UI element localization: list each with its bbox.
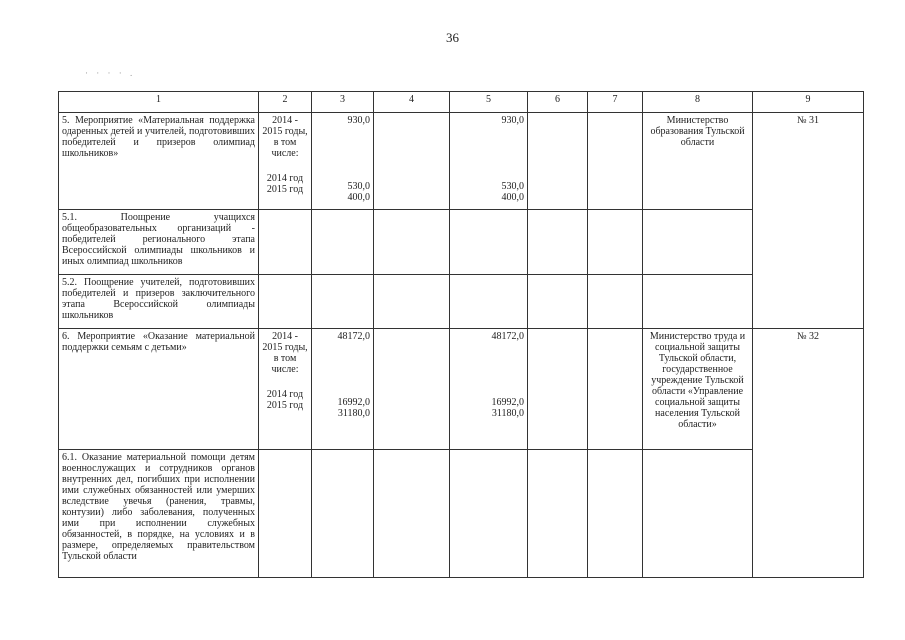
row-5-2-col-2 — [259, 275, 312, 329]
row-6-col-3 — [312, 329, 374, 450]
row-5-description: 5. Мероприятие «Материальная поддержка одаренных детей и учителей, подготовивших победителей и призеров олимпиад школьников» — [59, 113, 259, 210]
row-6-1-col-2 — [259, 450, 312, 578]
row-6-description: 6. Мероприятие «Оказание материальной поддержки семьям с детьми» — [59, 329, 259, 450]
row-5-1-col-8 — [643, 210, 753, 275]
row-6-col-7 — [588, 329, 643, 450]
row-6-period-main: 2014 - 2015 годы, в том числе: — [262, 331, 308, 375]
row-5-year-1: 2014 год — [266, 173, 304, 184]
row-6-col-5-y2: 31180,0 — [491, 408, 524, 419]
header-col-2: 2 — [259, 92, 312, 113]
row-5-col-3-y1: 530,0 — [347, 181, 370, 192]
row-5-col-5-total: 930,0 — [501, 115, 524, 126]
row-5-col-3-y2: 400,0 — [347, 192, 370, 203]
table-row-5 — [59, 113, 864, 210]
row-6-1-col-3 — [312, 450, 374, 578]
row-6-executor: Министерство труда и социальной защиты Тульской области, государственное учреждение Тульской области «Управление социальной защиты населения Тульской области» — [643, 329, 753, 450]
row-5-col-5-y2: 400,0 — [501, 192, 524, 203]
row-5-2-description: 5.2. Поощрение учителей, подготовивших победителей и призеров заключительного этапа Всероссийской олимпиады школьников — [59, 275, 259, 329]
row-5-2-col-6 — [528, 275, 588, 329]
row-5-1-col-5 — [450, 210, 528, 275]
header-col-6: 6 — [528, 92, 588, 113]
row-6-1-col-5 — [450, 450, 528, 578]
row-5-1-description: 5.1. Поощрение учащихся общеобразовательных организаций - победителей регионального этапа Всероссийской олимпиады школьников и иных олимпиад школьников — [59, 210, 259, 275]
row-5-1-col-6 — [528, 210, 588, 275]
row-6-year-2: 2015 год — [266, 400, 304, 411]
row-5-2-col-4 — [374, 275, 450, 329]
row-6-1-col-6 — [528, 450, 588, 578]
row-6-col-5-y1: 16992,0 — [491, 397, 524, 408]
row-6-col-3-total: 48172,0 — [337, 331, 370, 342]
table-row-6 — [59, 329, 864, 450]
row-6-col-5 — [450, 329, 528, 450]
row-6-col-3-y2: 31180,0 — [337, 408, 370, 419]
row-5-ref: № 31 — [753, 113, 864, 329]
header-row — [59, 92, 864, 113]
table-row-5-1 — [59, 210, 864, 275]
row-6-col-6 — [528, 329, 588, 450]
row-5-1-col-4 — [374, 210, 450, 275]
scan-artifact: · · · · . — [85, 68, 136, 78]
row-6-period — [259, 329, 312, 450]
table-row-5-2 — [59, 275, 864, 329]
row-5-col-6 — [528, 113, 588, 210]
row-6-1-col-4 — [374, 450, 450, 578]
row-5-1-col-3 — [312, 210, 374, 275]
row-5-col-5-y1: 530,0 — [501, 181, 524, 192]
row-6-1-col-8 — [643, 450, 753, 578]
row-5-2-col-8 — [643, 275, 753, 329]
row-6-ref: № 32 — [753, 329, 864, 578]
row-5-1-col-7 — [588, 210, 643, 275]
row-5-col-7 — [588, 113, 643, 210]
header-col-5: 5 — [450, 92, 528, 113]
row-5-col-4 — [374, 113, 450, 210]
row-5-year-2: 2015 год — [266, 184, 304, 195]
row-5-2-col-3 — [312, 275, 374, 329]
header-col-1: 1 — [59, 92, 259, 113]
row-5-col-5 — [450, 113, 528, 210]
row-5-period-main: 2014 - 2015 годы, в том числе: — [262, 115, 308, 159]
row-5-col-3 — [312, 113, 374, 210]
header-col-8: 8 — [643, 92, 753, 113]
row-6-year-1: 2014 год — [266, 389, 304, 400]
row-6-1-col-7 — [588, 450, 643, 578]
row-6-1-description: 6.1. Оказание материальной помощи детям военнослужащих и сотрудников органов внутренних дел, погибших при исполнении ими служебных обязанностей или умерших вследствие увечья (ранения, травмы, контузии) либо заболевания, полученных ими при исполнении служебных обязанностей, в порядке, на условиях и в размере, определяемых правительством Тульской области — [59, 450, 259, 578]
row-5-2-col-5 — [450, 275, 528, 329]
row-5-2-col-7 — [588, 275, 643, 329]
header-col-3: 3 — [312, 92, 374, 113]
program-table — [58, 91, 864, 578]
row-6-col-3-y1: 16992,0 — [337, 397, 370, 408]
table-row-6-1 — [59, 450, 864, 578]
header-col-4: 4 — [374, 92, 450, 113]
page-number: 36 — [446, 30, 459, 45]
row-5-period — [259, 113, 312, 210]
header-col-9: 9 — [753, 92, 864, 113]
row-5-1-col-2 — [259, 210, 312, 275]
row-6-col-4 — [374, 329, 450, 450]
header-col-7: 7 — [588, 92, 643, 113]
row-5-col-3-total: 930,0 — [347, 115, 370, 126]
row-5-executor: Министерство образования Тульской области — [643, 113, 753, 210]
row-6-col-5-total: 48172,0 — [491, 331, 524, 342]
